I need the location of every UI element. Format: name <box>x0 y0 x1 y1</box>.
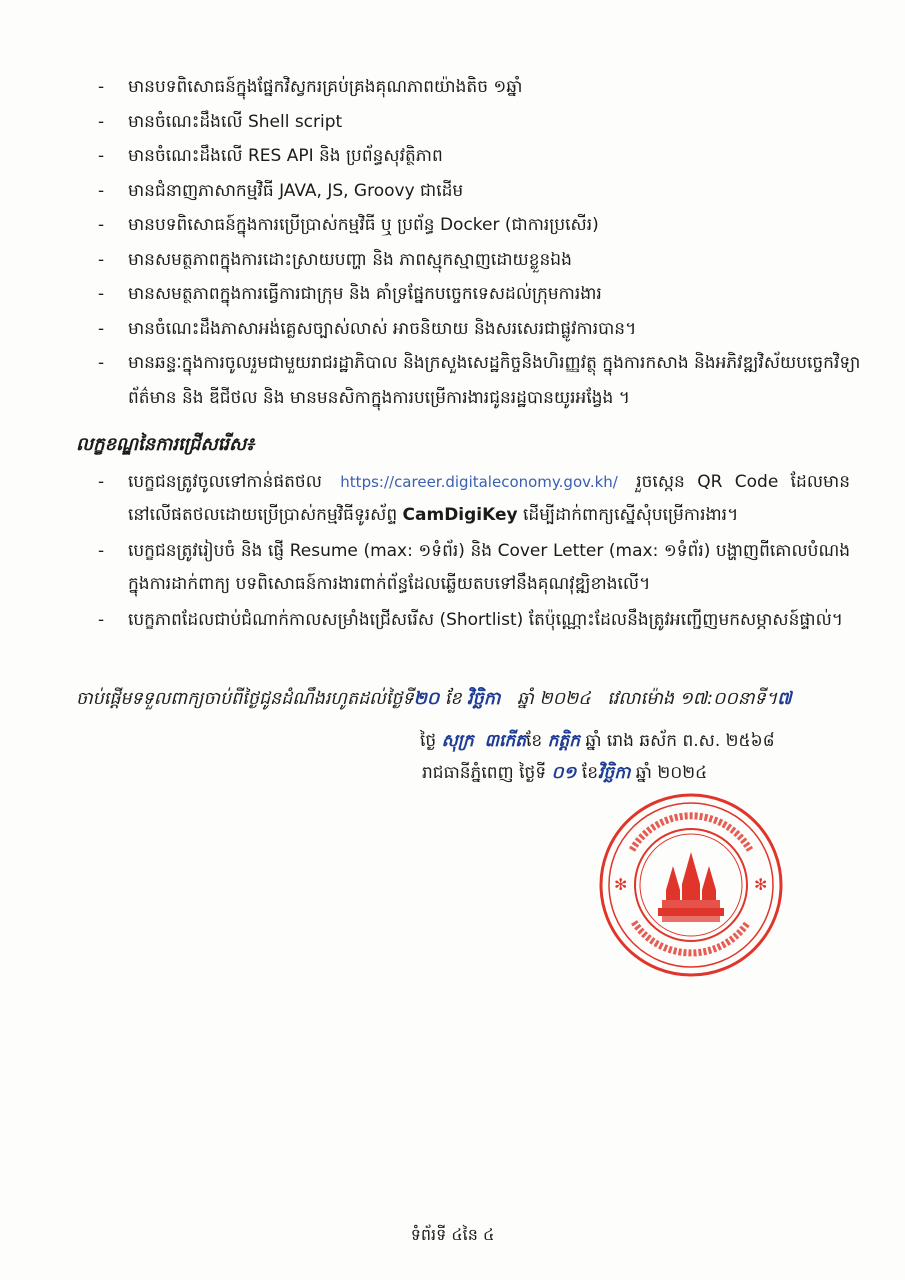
deadline-year: ឆ្នាំ ២០២៤ <box>517 689 591 709</box>
page-number: ទំព័រទី ៤នៃ ៤ <box>410 1225 495 1244</box>
svg-text:✻: ✻ <box>754 875 768 894</box>
lunar-month-handwritten: កត្តិក <box>547 731 580 751</box>
career-portal-link[interactable]: https://career.digitaleconomy.gov.kh/ <box>340 473 618 491</box>
requirements-list <box>98 70 878 415</box>
criteria-item-resume: - បេក្ខជនត្រូវរៀបចំ និង ផ្ញើ Resume (max: ១ទំព័រ) និង Cover Letter (max: ១ទំព័រ) បង្ហាញពីគោលបំណងក្នុងការដាក់ពាក្យ បទពិសោធន៍ការងារពាក់ព័ន្ធដែលឆ្លើយតបទៅនឹងគុណវុឌ្ឍិខាងលើ។ <box>98 535 850 601</box>
lunar-suffix: ឆ្នាំ រោង ឆស័ក ព.ស. ២៥៦៨ <box>585 731 775 751</box>
criteria-text: រួចស្កេន QR Code ដែលមាននៅលើផតថលដោយប្រើប្រាស់កម្មវិធីទូរស័ព្ទ <box>128 472 851 525</box>
criteria-item-portal <box>98 466 850 532</box>
issue-date <box>422 758 707 788</box>
requirement-item: - មានសមត្ថភាពក្នុងការដោះស្រាយបញ្ហា និង ភាពស្មុកស្មាញដោយខ្លួនឯង <box>98 243 878 278</box>
requirement-item: - មានចំណេះដឹងលើ Shell script <box>98 105 878 140</box>
criteria-text: ដើម្បីដាក់ពាក្យស្នើសុំបម្រើការងារ។ <box>523 505 739 525</box>
deadline-month-handwritten: វិច្ឆិកា <box>467 689 501 709</box>
svg-text:✻: ✻ <box>614 875 628 894</box>
issue-prefix: រាជធានីភ្នំពេញ ថ្ងៃទី <box>422 763 547 783</box>
application-deadline <box>76 684 876 714</box>
requirement-item: - មានចំណេះដឹងភាសាអង់គ្លេសច្បាស់លាស់ អាចនិយាយ និងសរសេរជាផ្លូវការបាន។ <box>98 312 878 347</box>
requirement-item: - មានចំណេះដឹងលើ RES API និង ប្រព័ន្ធសុវត្ថិភាព <box>98 139 878 174</box>
requirement-item: - មានជំនាញភាសាកម្មវិធី JAVA, JS, Groovy ជាដើម <box>98 174 878 209</box>
issue-month-handwritten: វិច្ឆិកា <box>598 763 631 783</box>
deadline-prefix: ចាប់ផ្តើមទទួលពាក្យចាប់ពីថ្ងៃជូនដំណឹងរហូតដល់ថ្ងៃទី <box>76 689 414 709</box>
issue-suffix: ឆ្នាំ ២០២៤ <box>635 763 708 783</box>
deadline-handwritten-note: ៧ <box>777 689 792 709</box>
lunar-prefix: ថ្ងៃ <box>420 731 437 751</box>
selection-criteria-title: លក្ខខណ្ឌនៃការជ្រើសរើស៖ <box>76 434 255 455</box>
lunar-month-label: ខែ <box>525 731 543 751</box>
requirement-item: - មានបទពិសោធន៍ក្នុងផ្នែកវិស្វករគ្រប់គ្រងគុណភាពយ៉ាងតិច ១ឆ្នាំ <box>98 70 878 105</box>
lunar-weekday-handwritten: សុក្រ <box>441 731 474 751</box>
requirement-item: - មានសមត្ថភាពក្នុងការធ្វើការជាក្រុម និង គាំទ្រផ្នែកបច្ចេកទេសដល់ក្រុមការងារ <box>98 277 878 312</box>
criteria-item-shortlist: - បេក្ខភាពដែលជាប់ជំណាក់កាលសម្រាំងជ្រើសរើស (Shortlist) តែប៉ុណ្ណោះដែលនឹងត្រូវអញ្ជើញមកសម្ភាសន៍ផ្ទាល់។ <box>98 604 850 637</box>
lunar-day-handwritten: ៣កើត <box>484 731 526 751</box>
deadline-day-handwritten: ២០ <box>413 689 440 709</box>
criteria-text: បេក្ខជនត្រូវចូលទៅកាន់ផតថល <box>128 472 322 492</box>
deadline-month-label: ខែ <box>444 689 462 709</box>
issue-day-handwritten: ០១ <box>551 763 577 783</box>
requirement-item: - មានបទពិសោធន៍ក្នុងការប្រើប្រាស់កម្មវិធី ឬ ប្រព័ន្ធ Docker (ជាការប្រសើរ) <box>98 208 878 243</box>
requirement-item: - មានឆន្ទៈក្នុងការចូលរួមជាមួយរាជរដ្ឋាភិបាល និងក្រសួងសេដ្ឋកិច្ចនិងហិរញ្ញវត្ថុ ក្នុងការកសាង និងអភិវឌ្ឍវិស័យបច្ចេកវិទ្យាព័ត៌មាន និង ឌីជីថល និង មានមនសិកាក្នុងការបម្រើការងារជូនរដ្ឋបានយូរអង្វែង ។ <box>98 346 878 415</box>
issue-month-label: ខែ <box>581 763 599 783</box>
ministry-seal-stamp <box>596 790 786 980</box>
lunar-date <box>420 726 775 756</box>
camdigikey-app-name: CamDigiKey <box>402 505 518 525</box>
selection-criteria-list <box>98 466 850 640</box>
deadline-time: វេលាម៉ោង ១៧:០០នាទី។ <box>607 689 778 709</box>
